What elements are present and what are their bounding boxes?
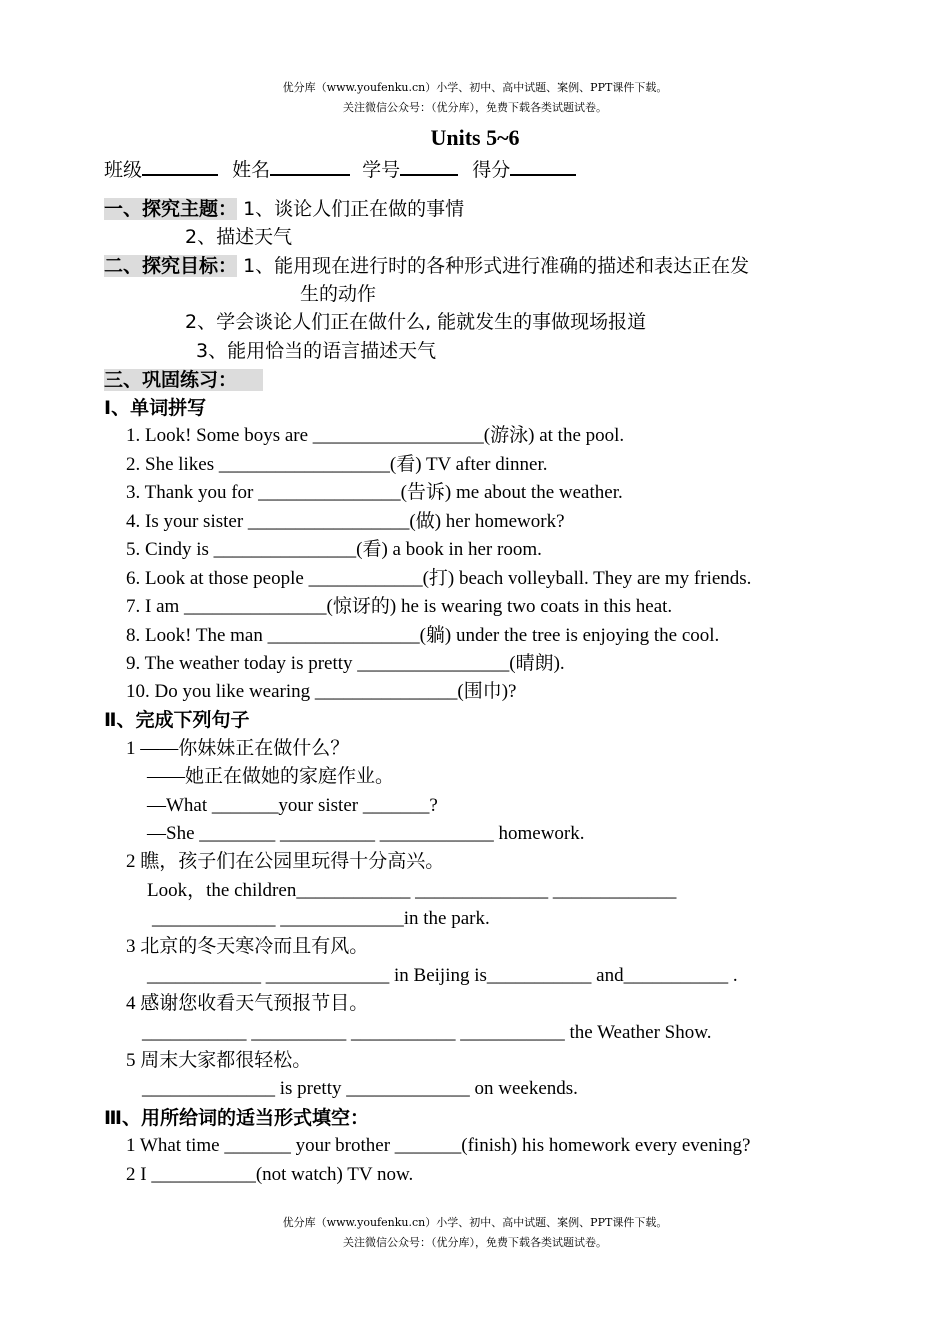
section-2-label: 二、探究目标：: [104, 255, 238, 277]
part-2-q1-en-b: —She ________ __________ ____________ homework.: [147, 823, 585, 844]
page-title: Units 5~6: [430, 125, 520, 150]
part-1-item: 9. The weather today is pretty ________________(晴朗).: [126, 653, 565, 674]
part-2-q5-en: ______________ is pretty _____________ on weekends.: [142, 1078, 578, 1099]
footer-line-2: 关注微信公众号：（优分库），免费下载各类试题试卷。: [343, 1236, 607, 1249]
section-3-row: [104, 368, 263, 392]
section-2-item-2: 2、学会谈论人们正在做什么, 能就发生的事做现场报道: [185, 311, 647, 333]
part-2-q2-en-b: _____________ _____________in the park.: [152, 908, 490, 929]
score-label: 得分: [472, 159, 511, 181]
section-1-label: 一、探究主题：: [104, 198, 238, 220]
class-label: 班级: [104, 159, 143, 181]
part-1-item: 3. Thank you for _______________(告诉) me about the weather.: [126, 482, 623, 503]
section-2-row: [104, 254, 749, 278]
part-2-q1-en-a: —What _______your sister _______?: [147, 795, 438, 816]
part-2-q2-en-a: Look，the children____________ ______________ _____________: [147, 880, 677, 901]
part-1-item: 6. Look at those people ____________(打) beach volleyball. They are my friends.: [126, 568, 752, 589]
name-blank: [270, 156, 350, 176]
section-1-item-1: 1、谈论人们正在做的事情: [243, 198, 465, 220]
part-2-q3-en: ____________ _____________ in Beijing is___________ and___________ .: [147, 965, 738, 986]
section-1-row: [104, 197, 464, 221]
part-1-item: 4. Is your sister _________________(做) her homework?: [126, 511, 565, 532]
section-1-item-2: 2、描述天气: [185, 226, 293, 248]
part-1-item: 10. Do you like wearing _______________(围巾)?: [126, 681, 517, 702]
part-3-item: 2 I ___________(not watch) TV now.: [126, 1164, 414, 1185]
section-2-item-1a: 1、能用现在进行时的各种形式进行准确的描述和表达正在发: [243, 255, 750, 277]
score-blank: [510, 156, 576, 176]
part-2-title: Ⅱ、完成下列句子: [104, 709, 250, 731]
part-2-q4-en: ___________ __________ ___________ ___________ the Weather Show.: [142, 1022, 712, 1043]
part-2-q2-cn: 2 瞧，孩子们在公园里玩得十分高兴。: [126, 851, 445, 872]
part-2-q4-cn: 4 感谢您收看天气预报节目。: [126, 993, 369, 1014]
name-label: 姓名: [232, 159, 271, 181]
section-3-label: 三、巩固练习：: [104, 369, 263, 391]
section-2-item-3: 3、能用恰当的语言描述天气: [196, 340, 437, 362]
part-3-title: Ⅲ、用所给词的适当形式填空：: [104, 1107, 369, 1129]
part-2-q1-cn-b: ——她正在做她的家庭作业。: [147, 766, 395, 787]
class-blank: [142, 156, 218, 176]
part-1-title: I、单词拼写: [104, 397, 207, 419]
student-id-blank: [400, 156, 458, 176]
part-1-item: 8. Look! The man ________________(躺) under the tree is enjoying the cool.: [126, 625, 720, 646]
student-id-label: 学号: [362, 159, 401, 181]
part-3-item: 1 What time _______ your brother _______(finish) his homework every evening?: [126, 1135, 751, 1156]
header-line-1: 优分库（www.youfenku.cn）小学、初中、高中试题、案例、PPT课件下载。: [282, 81, 668, 94]
section-2-item-1b: 生的动作: [300, 283, 377, 305]
part-2-q5-cn: 5 周末大家都很轻松。: [126, 1050, 312, 1071]
part-2-q3-cn: 3 北京的冬天寒冷而且有风。: [126, 936, 369, 957]
part-2-q1-cn-a: 1 ——你妹妹正在做什么？: [126, 738, 350, 759]
part-1-item: 5. Cindy is _______________(看) a book in her room.: [126, 539, 542, 560]
student-info-row: [104, 156, 576, 182]
part-1-item: 2. She likes __________________(看) TV after dinner.: [126, 454, 548, 475]
header-line-2: 关注微信公众号：（优分库），免费下载各类试题试卷。: [343, 101, 607, 114]
part-1-item: 1. Look! Some boys are __________________(游泳) at the pool.: [126, 425, 625, 446]
footer-line-1: 优分库（www.youfenku.cn）小学、初中、高中试题、案例、PPT课件下载。: [282, 1216, 668, 1229]
part-1-item: 7. I am _______________(惊讶的) he is wearing two coats in this heat.: [126, 596, 673, 617]
